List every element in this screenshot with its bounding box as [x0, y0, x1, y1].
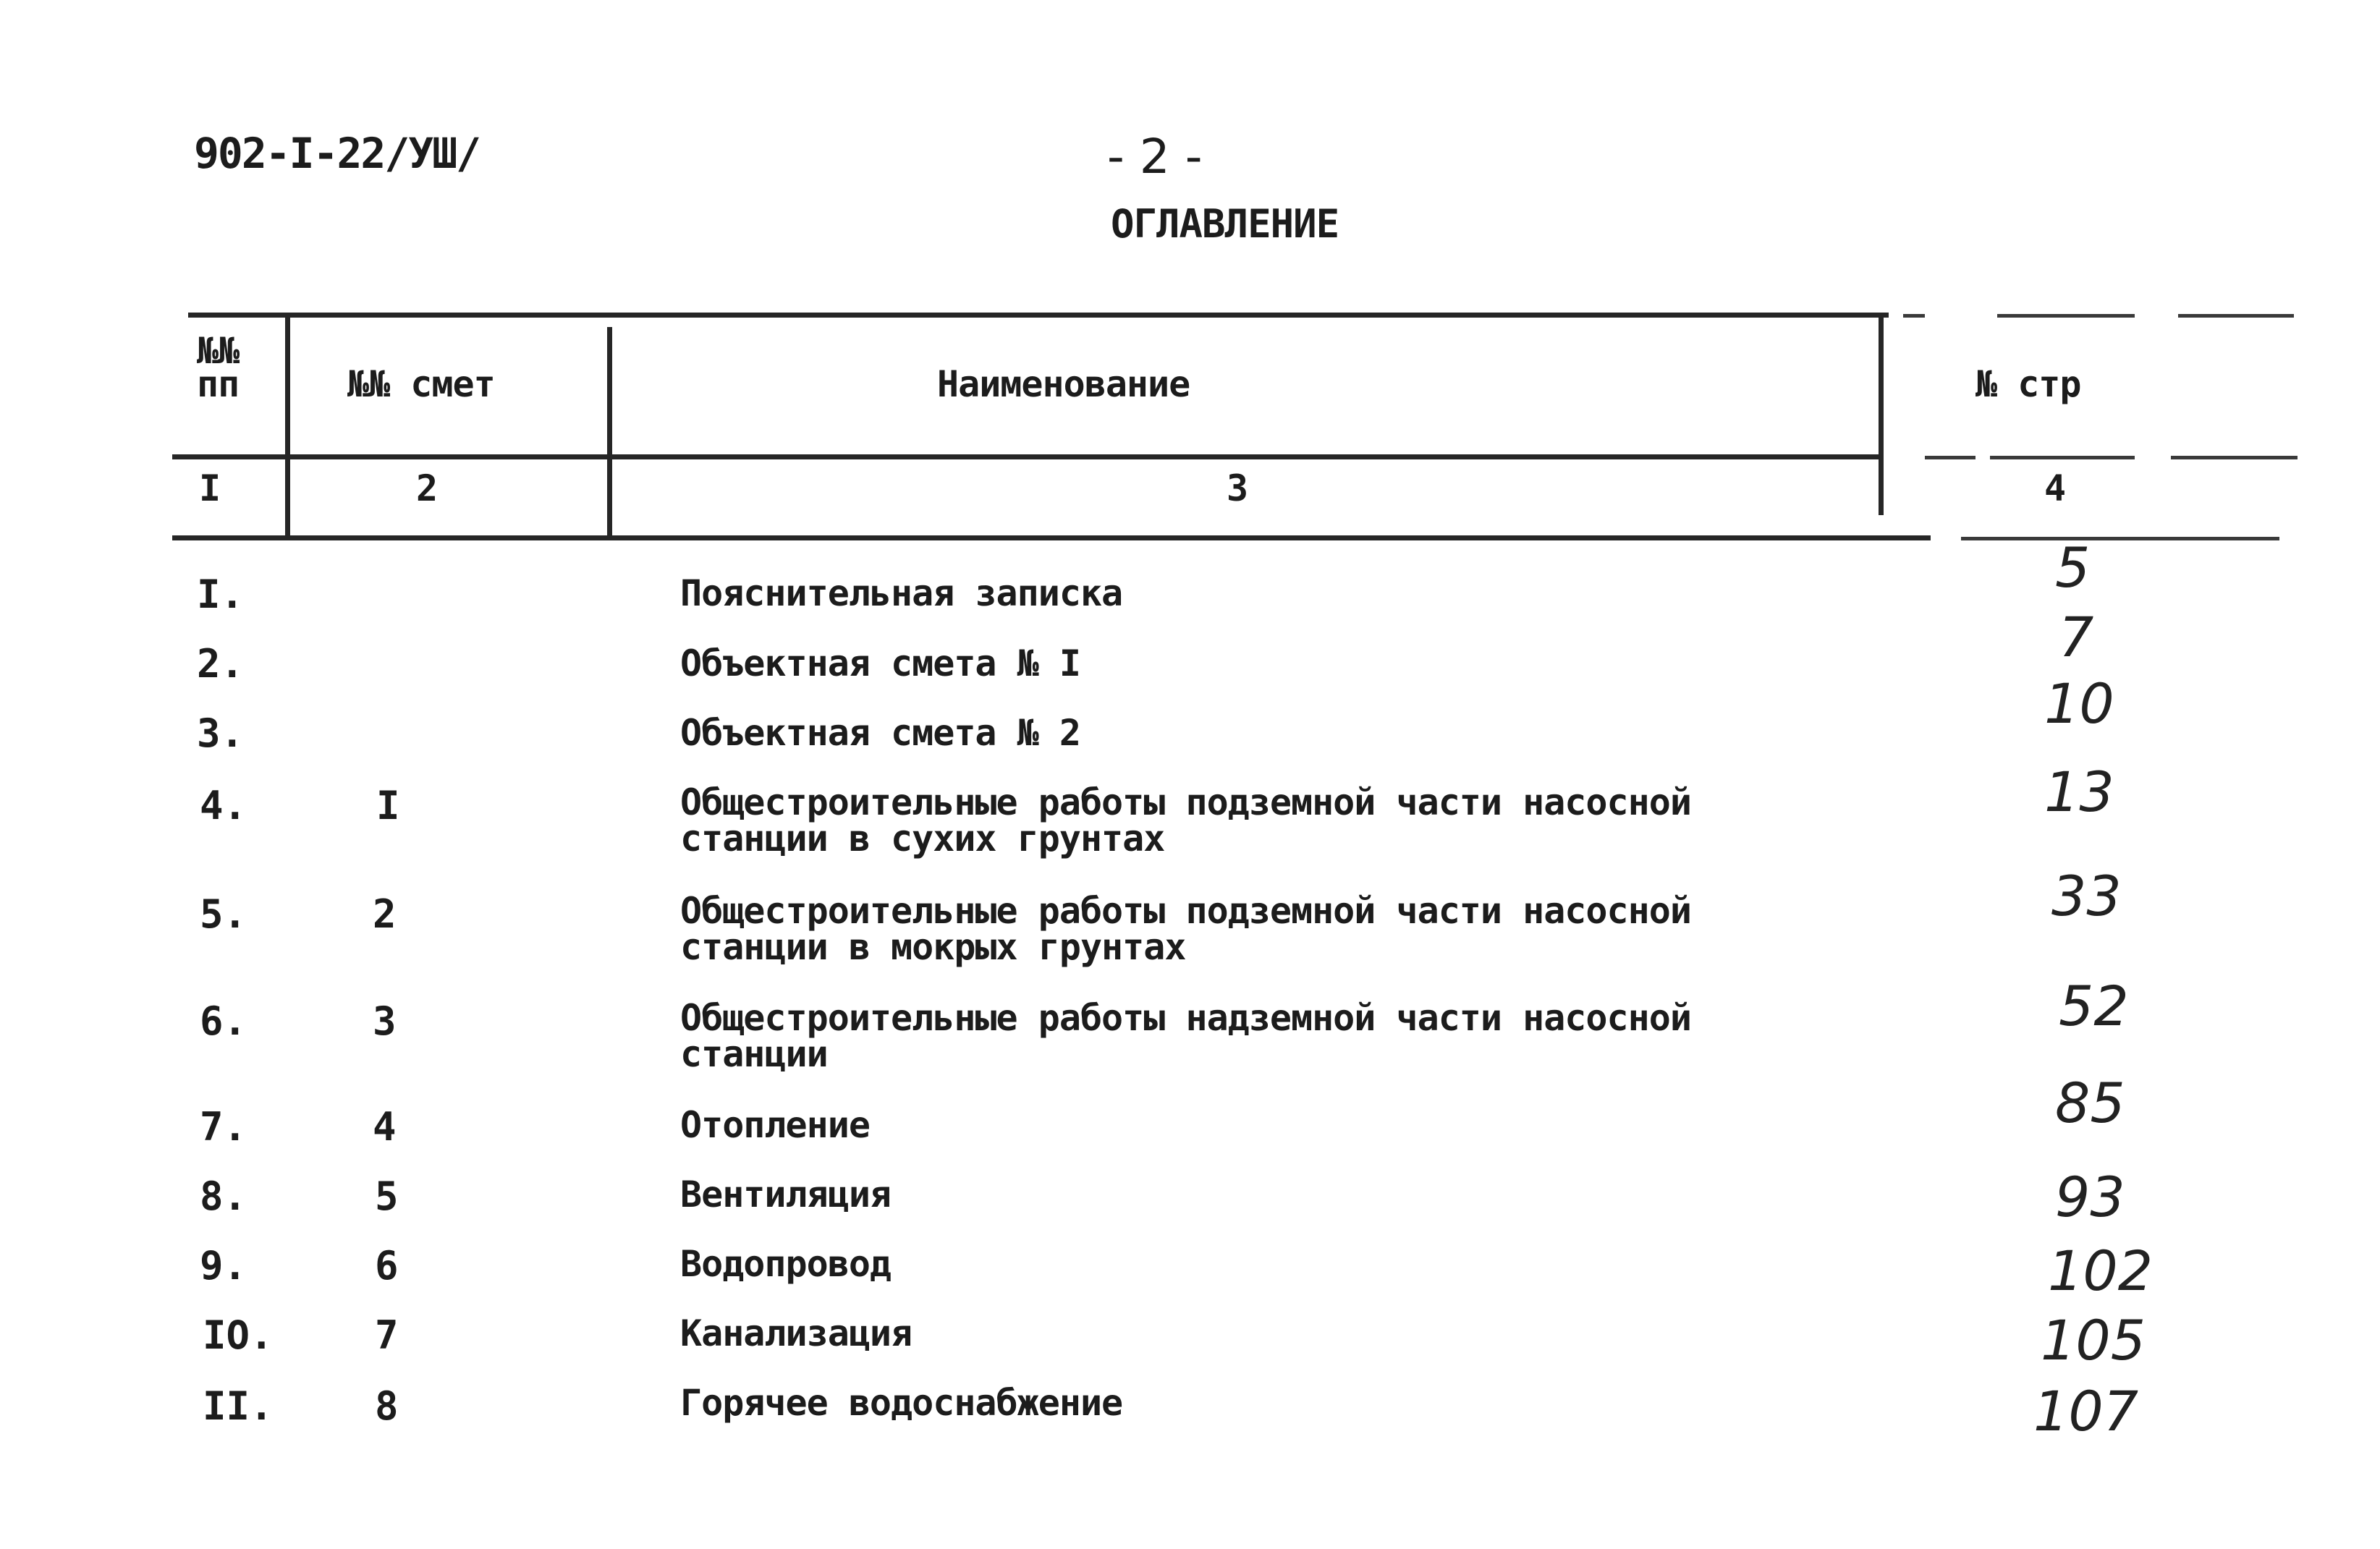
row-page: 5 [2055, 535, 2091, 600]
page-number: - 2 - [1107, 129, 1203, 184]
row-estimate: 4 [373, 1104, 397, 1150]
row-number: 7. [200, 1104, 247, 1150]
row-name: Горячее водоснабжение [680, 1382, 1123, 1424]
column-divider [1879, 313, 1884, 515]
table-top-rule [188, 313, 1889, 318]
row-number: IO. [203, 1312, 274, 1358]
row-number: 4. [200, 783, 247, 828]
page-title: ОГЛАВЛЕНИЕ [1111, 201, 1339, 247]
row-page: 93 [2055, 1165, 2125, 1229]
row-name: Общестроительные работы подземной части насосной [680, 890, 1691, 932]
rule-fragment [1990, 456, 2135, 459]
row-estimate: 2 [373, 891, 397, 937]
row-name: Общестроительные работы подземной части насосной [680, 781, 1691, 823]
row-name: Пояснительная записка [680, 572, 1123, 614]
row-page: 7 [2059, 605, 2094, 669]
header-name: Наименование [937, 363, 1190, 405]
header-estimate-number: №№ смет [347, 363, 495, 405]
column-number: 3 [1227, 467, 1249, 509]
rule-fragment [1997, 314, 2135, 318]
row-estimate: 5 [375, 1174, 399, 1219]
row-estimate: 6 [375, 1243, 399, 1289]
row-page: 105 [2041, 1308, 2146, 1372]
column-numbers-rule [172, 535, 1931, 540]
row-number: 2. [197, 641, 245, 687]
row-name: Канализация [680, 1312, 912, 1354]
row-page: 33 [2051, 864, 2122, 928]
header-page: № стр [1975, 363, 2081, 405]
row-number: 3. [197, 710, 245, 756]
row-estimate: I [376, 783, 400, 828]
rule-fragment [2178, 314, 2294, 318]
row-name: Отопление [680, 1104, 870, 1146]
column-divider [285, 313, 290, 538]
row-name: Общестроительные работы надземной части насосной [680, 997, 1691, 1039]
row-estimate: 7 [375, 1312, 399, 1358]
row-number: 8. [200, 1174, 247, 1219]
row-number: 6. [200, 998, 247, 1044]
row-name: станции в мокрых грунтах [680, 926, 1186, 968]
row-name: Вентиляция [680, 1174, 892, 1215]
row-page: 107 [2033, 1379, 2139, 1443]
row-estimate: 8 [375, 1383, 399, 1429]
header-bottom-rule [172, 454, 1880, 459]
document-code: 902-I-22/УШ/ [194, 129, 480, 178]
row-number: 5. [200, 891, 247, 937]
column-number: 2 [416, 467, 439, 509]
rule-fragment [2171, 456, 2298, 459]
row-name: Объектная смета № 2 [680, 712, 1080, 754]
rule-fragment [1903, 314, 1925, 318]
column-divider [607, 327, 612, 538]
row-estimate: 3 [373, 998, 397, 1044]
row-number: 9. [200, 1243, 247, 1289]
row-page: 52 [2059, 974, 2129, 1038]
rule-fragment [1961, 537, 2279, 540]
rule-fragment [1925, 456, 1975, 459]
row-name: Водопровод [680, 1243, 892, 1285]
row-number: I. [197, 572, 245, 617]
row-number: II. [203, 1383, 274, 1429]
column-number: I [199, 467, 221, 509]
column-number: 4 [2044, 467, 2067, 509]
row-page: 13 [2044, 760, 2114, 824]
header-row-number: №№ пп [197, 330, 240, 405]
row-page: 10 [2044, 671, 2114, 736]
row-page: 85 [2055, 1071, 2125, 1135]
row-name: станции в сухих грунтах [680, 818, 1165, 860]
row-name: Объектная смета № I [680, 642, 1080, 684]
row-name: станции [680, 1033, 828, 1075]
row-page: 102 [2048, 1239, 2154, 1303]
